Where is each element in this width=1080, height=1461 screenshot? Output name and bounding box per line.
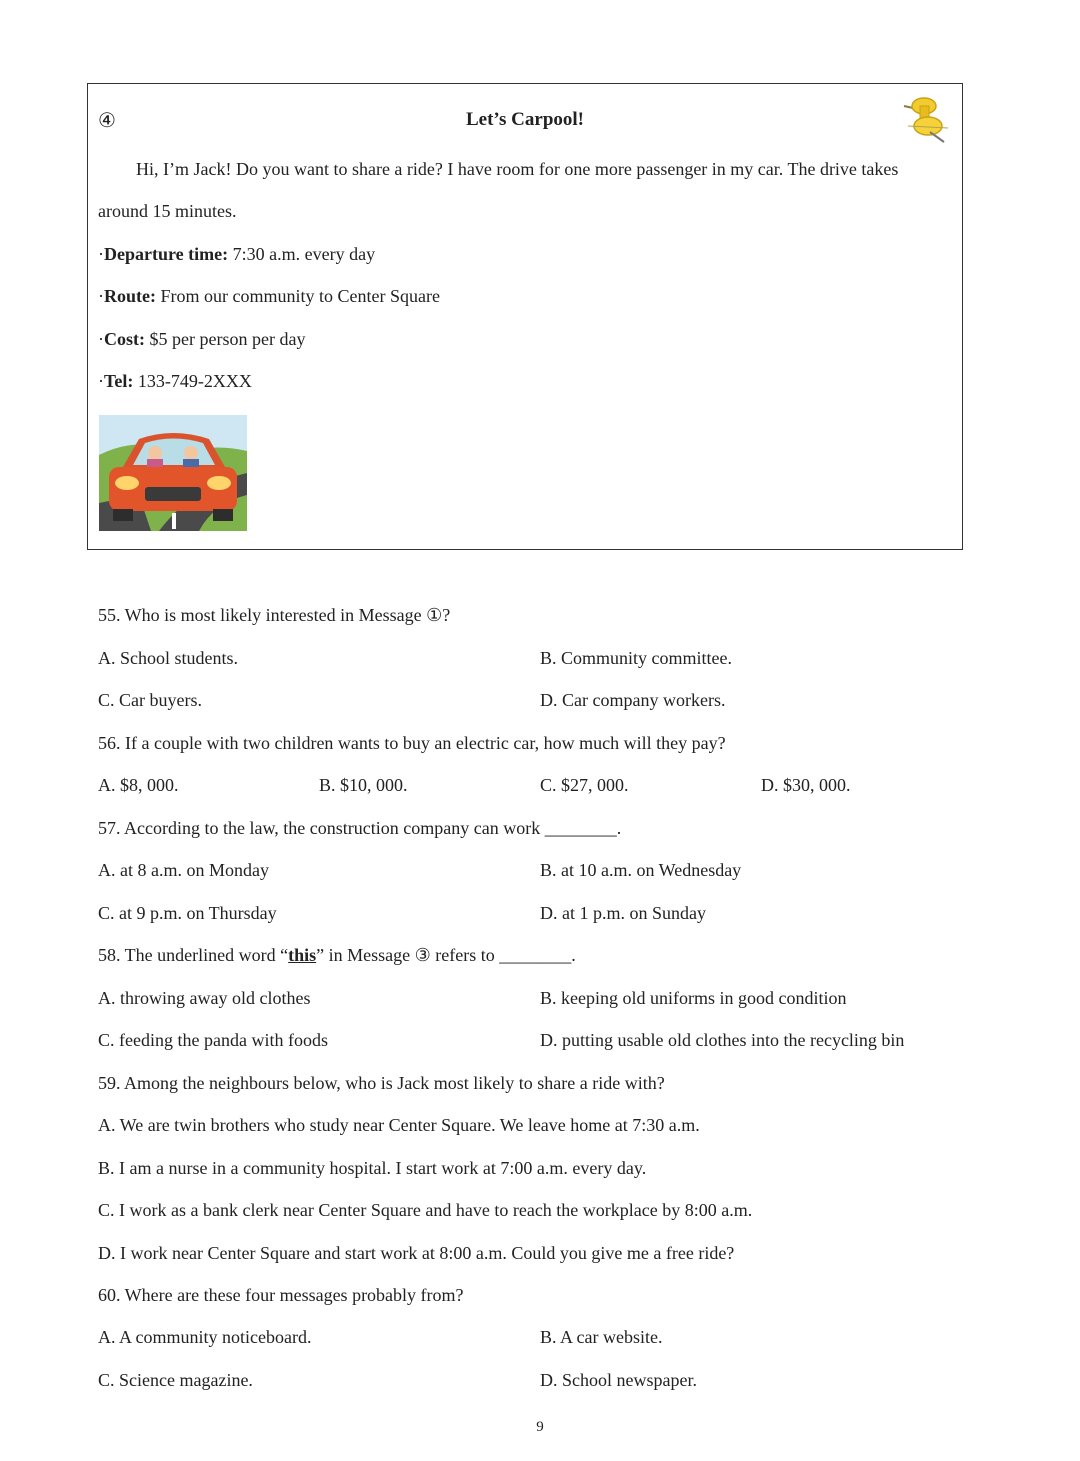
message-number: ④ [98, 110, 116, 132]
question-55-stem: 55. Who is most likely interested in Message ①? [98, 605, 451, 625]
question-57-option-a: A. at 8 a.m. on Monday [98, 860, 269, 880]
detail-value: $5 per person per day [145, 329, 306, 349]
question-56-stem: 56. If a couple with two children wants to buy an electric car, how much will they pay? [98, 733, 726, 753]
question-57-stem: 57. According to the law, the construction company can work ________. [98, 818, 622, 838]
notice-title: Let’s Carpool! [465, 109, 585, 130]
detail-cost: ·Cost: $5 per person per day [98, 329, 306, 349]
question-55-option-b: B. Community committee. [540, 648, 732, 668]
question-60-option-a: A. A community noticeboard. [98, 1327, 312, 1347]
detail-tel: ·Tel: 133-749-2XXX [98, 371, 252, 391]
question-55-option-a: A. School students. [98, 648, 239, 668]
question-60-option-c: C. Science magazine. [98, 1370, 253, 1390]
stem-text-before: 58. The underlined word “ [98, 945, 289, 965]
question-57-option-d: D. at 1 p.m. on Sunday [540, 903, 706, 923]
detail-label: Tel: [104, 371, 134, 391]
question-57-option-b: B. at 10 a.m. on Wednesday [540, 860, 742, 880]
question-57-option-c: C. at 9 p.m. on Thursday [98, 903, 277, 923]
detail-label: Cost: [104, 329, 145, 349]
question-60-option-b: B. A car website. [540, 1327, 663, 1347]
intro-line-1: Hi, I’m Jack! Do you want to share a ride? I have room for one more passenger in my car. The drive takes [136, 159, 899, 179]
question-59-option-c: C. I work as a bank clerk near Center Square and have to reach the workplace by 8:00 a.m. [98, 1200, 753, 1220]
detail-value: 7:30 a.m. every day [228, 244, 376, 264]
page-number: 9 [536, 1419, 544, 1435]
question-60-stem: 60. Where are these four messages probably from? [98, 1285, 464, 1305]
question-60-option-d: D. School newspaper. [540, 1370, 697, 1390]
question-56-option-d: D. $30, 000. [761, 775, 851, 795]
question-55-option-c: C. Car buyers. [98, 690, 202, 710]
question-58-option-d: D. putting usable old clothes into the recycling bin [540, 1030, 905, 1050]
car-illustration [99, 415, 247, 531]
carpool-notice-box [87, 83, 963, 550]
question-58-option-a: A. throwing away old clothes [98, 988, 311, 1008]
question-58-option-b: B. keeping old uniforms in good condition [540, 988, 847, 1008]
question-58-stem [98, 945, 576, 966]
question-59-option-d: D. I work near Center Square and start work at 8:00 a.m. Could you give me a free ride? [98, 1243, 735, 1263]
question-56-option-a: A. $8, 000. [98, 775, 179, 795]
question-59-stem: 59. Among the neighbours below, who is Jack most likely to share a ride with? [98, 1073, 665, 1093]
detail-value: 133-749-2XXX [133, 371, 252, 391]
pushpin-icon [900, 92, 952, 144]
question-59-option-a: A. We are twin brothers who study near Center Square. We leave home at 7:30 a.m. [98, 1115, 700, 1135]
detail-departure-time: ·Departure time: 7:30 a.m. every day [98, 244, 376, 264]
detail-value: From our community to Center Square [156, 286, 440, 306]
question-56-option-c: C. $27, 000. [540, 775, 629, 795]
stem-text-after: ” in Message ③ refers to ________. [316, 945, 576, 965]
question-59-option-b: B. I am a nurse in a community hospital. I start work at 7:00 a.m. every day. [98, 1158, 647, 1178]
question-58-option-c: C. feeding the panda with foods [98, 1030, 328, 1050]
question-55-option-d: D. Car company workers. [540, 690, 726, 710]
underlined-word: this [288, 945, 317, 965]
detail-label: Departure time: [104, 244, 229, 264]
question-56-option-b: B. $10, 000. [319, 775, 408, 795]
detail-label: Route: [104, 286, 156, 306]
detail-route: ·Route: From our community to Center Square [98, 286, 440, 306]
intro-line-2: around 15 minutes. [98, 201, 237, 221]
